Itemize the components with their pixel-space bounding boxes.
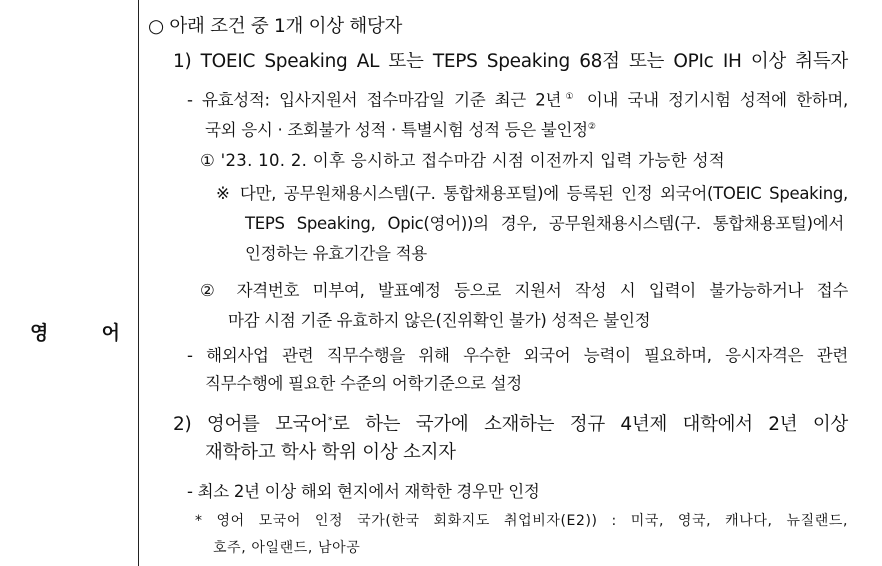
reason-line: 직무수행에 필요한 수준의 어학기준으로 설정 — [205, 374, 522, 393]
footnote-ref-star: * — [327, 416, 333, 426]
item2-condition: - 최소 2년 이상 해외 현지에서 재학한 경우만 인정 — [187, 482, 540, 501]
validity-line2 — [205, 116, 596, 142]
note1: ① '23. 10. 2. 이후 응시하고 접수마감 시점 이전까지 입력 가능한 성적 — [200, 151, 726, 170]
note1-sub-line: ※ 다만, 공무원채용시스템(구. 통합채용포털)에 등록된 인정 외국어(TOEIC Speaking, — [216, 184, 848, 203]
validity-text: - 유효성적: 입사지원서 접수마감일 기준 최근 2년 — [187, 90, 562, 110]
column-divider — [138, 0, 139, 566]
validity-line1 — [187, 86, 848, 112]
footnote-ref-1: ① — [561, 92, 578, 102]
note1-sub-line: 인정하는 유효기간을 적용 — [245, 244, 427, 263]
note1-sub-line: TEPS Speaking, Opic(영어))의 경우, 공무원채용시스템(구. 통합채용포털)에서 — [245, 214, 844, 233]
item2-title-text: 2) 영어를 모국어 — [173, 414, 328, 436]
heading: ○ 아래 조건 중 1개 이상 해당자 — [148, 16, 403, 37]
category-label-char: 어 — [101, 322, 120, 344]
validity-text: 이내 국내 정기시험 성적에 한하며, — [577, 90, 848, 110]
item2-footnote-line: * 영어 모국어 인정 국가(한국 회화지도 취업비자(E2)) : 미국, 영국, 캐나다, 뉴질랜드, — [195, 513, 848, 529]
note2-line: 마감 시점 기준 유효하지 않은(진위확인 불가) 성적은 불인정 — [228, 311, 651, 330]
item2-title-line2: 재학하고 학사 학위 이상 소지자 — [205, 442, 456, 463]
reason-line: - 해외사업 관련 직무수행을 위해 우수한 외국어 능력이 필요하며, 응시자격은 관련 — [187, 346, 848, 365]
item2-title-text: 로 하는 국가에 소재하는 정규 4년제 대학에서 2년 이상 — [332, 414, 848, 436]
footnote-ref-2: ② — [587, 122, 596, 132]
category-label — [30, 318, 120, 345]
item2-title — [173, 408, 848, 438]
note2-line: ② 자격번호 미부여, 발표예정 등으로 지원서 작성 시 입력이 불가능하거나 접수 — [200, 281, 848, 300]
validity-text: 국외 응시 · 조회불가 성적 · 특별시험 성적 등은 불인정 — [205, 120, 588, 140]
item1-title: 1) TOEIC Speaking AL 또는 TEPS Speaking 68점 또는 OPIc IH 이상 취득자 — [173, 51, 848, 72]
item2-footnote-line: 호주, 아일랜드, 남아공 — [213, 540, 361, 556]
category-label-char: 영 — [30, 322, 49, 344]
